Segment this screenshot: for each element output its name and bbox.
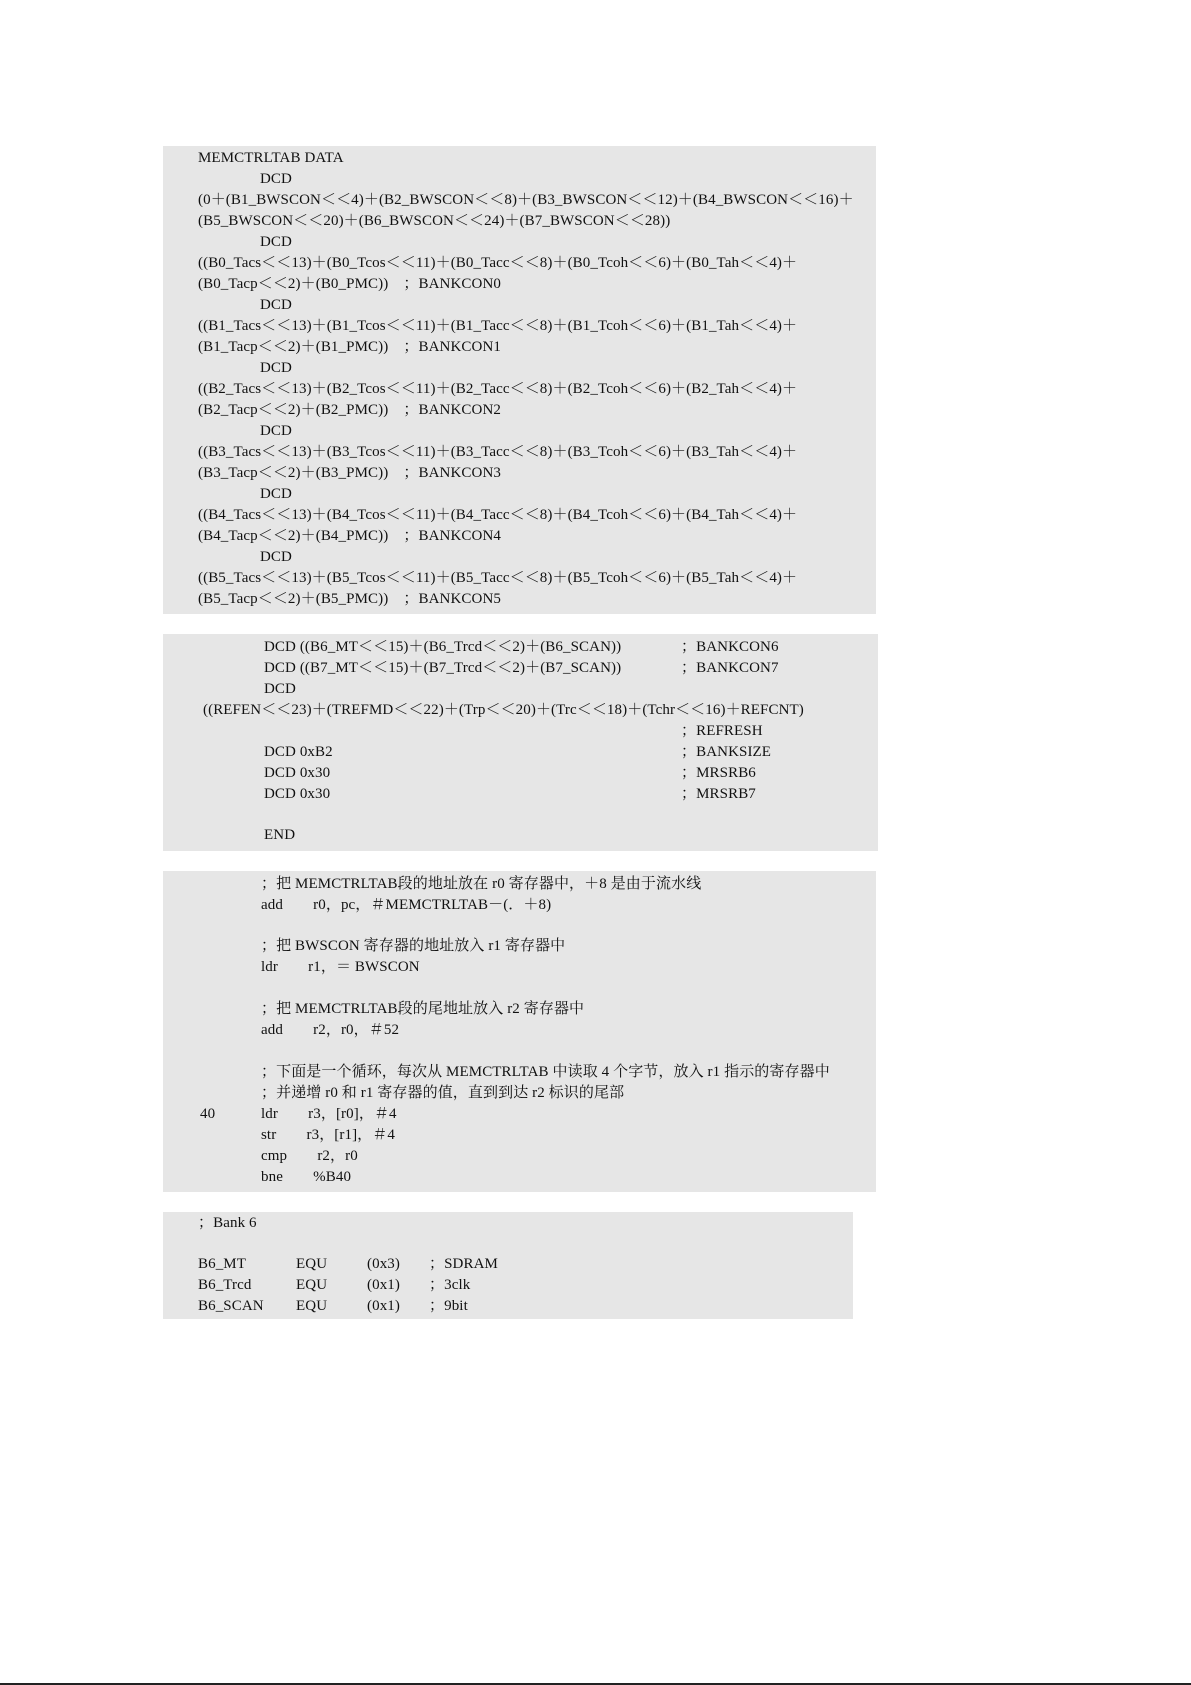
code-line: DCD (260, 234, 292, 250)
code-block-memctrltab (163, 146, 876, 614)
code-line: ((B0_Tacs＜＜13)＋(B0_Tcos＜＜11)＋(B0_Tacc＜＜8)＋(B0_Tcoh＜＜6)＋(B0_Tah＜＜4)＋ (198, 255, 798, 271)
code-line: ((B2_Tacs＜＜13)＋(B2_Tcos＜＜11)＋(B2_Tacc＜＜8)＋(B2_Tcoh＜＜6)＋(B2_Tah＜＜4)＋ (198, 381, 798, 397)
equ-name: B6_SCAN (198, 1298, 264, 1314)
equ-name: B6_MT (198, 1256, 247, 1272)
code-comment: ；BANKCON7 (681, 660, 779, 676)
code-line: DCD (260, 549, 292, 565)
equ-comment: ；9bit (429, 1298, 468, 1314)
equ-name: B6_Trcd (198, 1277, 252, 1293)
code-comment: ；MRSRB6 (681, 765, 756, 781)
code-line: (B5_Tacp＜＜2)＋(B5_PMC)) ；BANKCON5 (198, 591, 501, 607)
code-line: (0＋(B1_BWSCON＜＜4)＋(B2_BWSCON＜＜8)＋(B3_BWSCON＜＜12)＋(B4_BWSCON＜＜16)＋ (198, 192, 854, 208)
code-line: DCD (260, 486, 292, 502)
code-comment: ；MRSRB7 (681, 786, 756, 802)
code-line: DCD 0x30 (264, 786, 331, 802)
code-line: (B3_Tacp＜＜2)＋(B3_PMC)) ；BANKCON3 (198, 465, 501, 481)
code-line: DCD (260, 297, 292, 313)
code-line: (B5_BWSCON＜＜20)＋(B6_BWSCON＜＜24)＋(B7_BWSCON＜＜28)) (198, 213, 671, 229)
equ-value: (0x1) (367, 1298, 400, 1314)
code-comment: ；把 MEMCTRLTAB段的地址放在 r0 寄存器中，＋8 是由于流水线 (261, 876, 702, 892)
code-line: add r2，r0，＃52 (261, 1022, 400, 1038)
code-block-copy-loop (163, 871, 876, 1192)
code-line: DCD ((B6_MT＜＜15)＋(B6_Trcd＜＜2)＋(B6_SCAN)) (264, 639, 622, 655)
code-comment: ；BANKCON6 (681, 639, 779, 655)
code-line: ldr r1，＝ BWSCON (261, 959, 420, 975)
code-line: DCD (260, 360, 292, 376)
equ-value: (0x3) (367, 1256, 400, 1272)
code-line: ((B1_Tacs＜＜13)＋(B1_Tcos＜＜11)＋(B1_Tacc＜＜8)＋(B1_Tcoh＜＜6)＋(B1_Tah＜＜4)＋ (198, 318, 798, 334)
code-comment: ；下面是一个循环，每次从 MEMCTRLTAB 中读取 4 个字节，放入 r1 指示的寄存器中 (261, 1064, 830, 1080)
equ-op: EQU (296, 1256, 328, 1272)
code-line: DCD (264, 681, 296, 697)
code-comment: ；BANKSIZE (681, 744, 772, 760)
code-line: (B2_Tacp＜＜2)＋(B2_PMC)) ；BANKCON2 (198, 402, 501, 418)
code-block-dcd-refresh (163, 634, 878, 851)
code-line: str r3，[r1]，＃4 (261, 1127, 395, 1143)
code-line: cmp r2，r0 (261, 1148, 358, 1164)
code-comment: ；并递增 r0 和 r1 寄存器的值，直到到达 r2 标识的尾部 (261, 1085, 625, 1101)
code-label: 40 (200, 1106, 216, 1122)
code-line: add r0，pc，＃MEMCTRLTAB－(．＋8) (261, 897, 552, 913)
code-comment: ；把 BWSCON 寄存器的地址放入 r1 寄存器中 (261, 938, 566, 954)
code-line: DCD (260, 423, 292, 439)
code-line: DCD 0x30 (264, 765, 331, 781)
code-line: bne %B40 (261, 1169, 352, 1185)
code-comment: ；REFRESH (681, 723, 763, 739)
equ-op: EQU (296, 1277, 328, 1293)
equ-value: (0x1) (367, 1277, 400, 1293)
code-line: ((B5_Tacs＜＜13)＋(B5_Tcos＜＜11)＋(B5_Tacc＜＜8)＋(B5_Tcoh＜＜6)＋(B5_Tah＜＜4)＋ (198, 570, 798, 586)
code-line: ((B3_Tacs＜＜13)＋(B3_Tcos＜＜11)＋(B3_Tacc＜＜8)＋(B3_Tcoh＜＜6)＋(B3_Tah＜＜4)＋ (198, 444, 798, 460)
code-line: ((B4_Tacs＜＜13)＋(B4_Tcos＜＜11)＋(B4_Tacc＜＜8)＋(B4_Tcoh＜＜6)＋(B4_Tah＜＜4)＋ (198, 507, 798, 523)
code-line: ldr r3，[r0]，＃4 (261, 1106, 397, 1122)
code-comment: ；Bank 6 (198, 1215, 257, 1231)
code-line: (B1_Tacp＜＜2)＋(B1_PMC)) ；BANKCON1 (198, 339, 501, 355)
equ-comment: ；3clk (429, 1277, 471, 1293)
equ-op: EQU (296, 1298, 328, 1314)
code-line: (B4_Tacp＜＜2)＋(B4_PMC)) ；BANKCON4 (198, 528, 501, 544)
code-line: ((REFEN＜＜23)＋(TREFMD＜＜22)＋(Trp＜＜20)＋(Trc＜＜18)＋(Tchr＜＜16)＋REFCNT) (203, 702, 804, 718)
code-line: DCD ((B7_MT＜＜15)＋(B7_Trcd＜＜2)＋(B7_SCAN)) (264, 660, 622, 676)
code-comment: ；把 MEMCTRLTAB段的尾地址放入 r2 寄存器中 (261, 1001, 585, 1017)
code-line: (B0_Tacp＜＜2)＋(B0_PMC)) ；BANKCON0 (198, 276, 501, 292)
code-block-bank6 (163, 1212, 853, 1319)
equ-comment: ；SDRAM (429, 1256, 498, 1272)
code-line: DCD 0xB2 (264, 744, 333, 760)
code-line: MEMCTRLTAB DATA (198, 150, 344, 166)
code-line: END (264, 827, 296, 843)
code-line: DCD (260, 171, 292, 187)
